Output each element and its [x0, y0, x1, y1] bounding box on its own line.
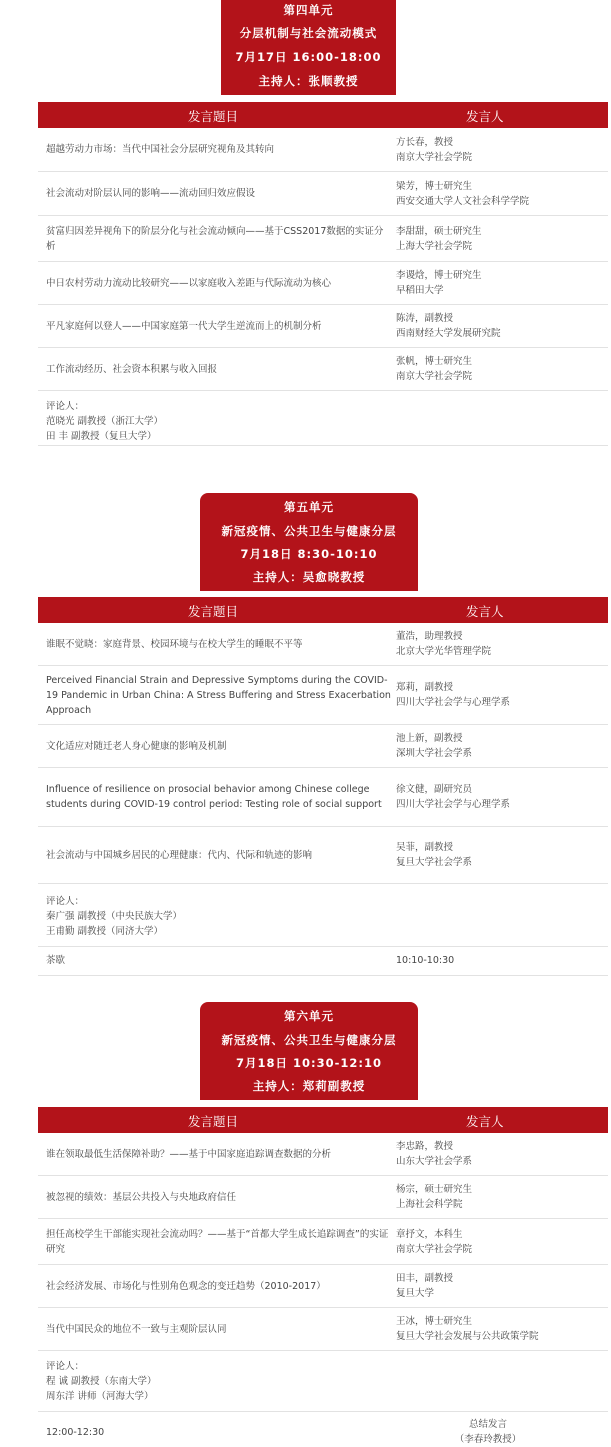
- table-row: [38, 827, 608, 884]
- divider: [38, 445, 608, 446]
- speaker-name: 李忠路，教授: [396, 1141, 454, 1152]
- speaker: [396, 1227, 606, 1257]
- unit6-time: 7月18日 10:30-12:10: [236, 1056, 382, 1070]
- commenter: 周东洋 讲师（河海大学）: [46, 1391, 154, 1402]
- talk-topic: 谁眠不觉晓：家庭背景、校园环境与在校大学生的睡眠不平等: [46, 639, 303, 650]
- talk-topic: 当代中国民众的地位不一致与主观阶层认同: [46, 1324, 227, 1335]
- unit4-theme: 分层机制与社会流动模式: [239, 26, 378, 40]
- talk-topic: 贫富归因差异视角下的阶层分化与社会流动倾向——基于CSS2017数据的实证分析: [46, 226, 384, 252]
- speaker-affiliation: 北京大学光华管理学院: [396, 646, 492, 657]
- speaker-name: 董浩，助理教授: [396, 631, 463, 642]
- table-row: [38, 305, 608, 348]
- table-row: [38, 1133, 608, 1176]
- unit5-time: 7月18日 8:30-10:10: [240, 547, 378, 561]
- speaker-affiliation: 早稻田大学: [396, 285, 444, 296]
- commenter-label: 评论人：: [46, 1361, 85, 1372]
- speaker: [396, 1271, 606, 1301]
- talk-topic: 文化适应对随迁老人身心健康的影响及机制: [46, 741, 227, 752]
- unit6-host: 主持人：郑莉副教授: [252, 1079, 366, 1093]
- talk-topic: Perceived Financial Strain and Depressive Symptoms during the COVID-19 Pandemic in Urban China: A Stress Buffering and Stress Exacerbation Approach: [46, 675, 391, 716]
- speaker-name: 田丰，副教授: [396, 1273, 454, 1284]
- talk-topic: 工作流动经历、社会资本积累与收入回报: [46, 364, 218, 375]
- speaker-name: 梁芳，博士研究生: [396, 181, 473, 192]
- unit5-table-header: [38, 597, 608, 623]
- speaker: [396, 1139, 606, 1169]
- table-row: [38, 666, 608, 725]
- speaker-name: 王冰，博士研究生: [396, 1316, 473, 1327]
- speaker-name: 池上新，副教授: [396, 733, 463, 744]
- unit4-time: 7月17日 16:00-18:00: [235, 50, 382, 64]
- speaker-affiliation: 西南财经大学发展研究院: [396, 328, 501, 339]
- commenter: 程 诚 副教授（东南大学）: [46, 1376, 157, 1387]
- speaker-affiliation: 山东大学社会学系: [396, 1156, 473, 1167]
- speaker: [396, 629, 606, 659]
- speaker-affiliation: 复旦大学: [396, 1288, 435, 1299]
- speaker-affiliation: 上海社会科学院: [396, 1199, 463, 1210]
- speaker-affiliation: 上海大学社会学院: [396, 241, 473, 252]
- unit5-host: 主持人：吴愈晓教授: [252, 570, 366, 584]
- table-row: [38, 172, 608, 216]
- speaker-affiliation: 西安交通大学人文社会科学学院: [396, 196, 530, 207]
- talk-topic: Influence of resilience on prosocial behavior among Chinese college students during COVID-19 control period: Testing role of social support: [46, 784, 382, 810]
- speaker: [396, 179, 606, 209]
- speaker: [396, 731, 606, 761]
- table-row: [38, 623, 608, 666]
- speaker-name: 徐文健，副研究员: [396, 784, 473, 795]
- speaker: [396, 680, 606, 710]
- header-topic: 发言题目: [188, 109, 239, 124]
- unit6-banner: [200, 1002, 418, 1100]
- unit6-title: 第六单元: [284, 1009, 334, 1023]
- header-speaker: 发言人: [466, 604, 504, 619]
- unit4-host: 主持人：张顺教授: [258, 74, 359, 88]
- closing-person: （李春玲教授）: [454, 1434, 522, 1445]
- table-row: [38, 1176, 608, 1219]
- table-row: [38, 1265, 608, 1308]
- commenter-label: 评论人：: [46, 401, 85, 412]
- talk-topic: 社会流动与中国城乡居民的心理健康：代内、代际和轨迹的影响: [46, 850, 313, 861]
- speaker: [396, 311, 606, 341]
- speaker: [396, 1314, 606, 1344]
- speaker: [396, 268, 606, 298]
- closing-row: [38, 1412, 608, 1446]
- speaker: [396, 840, 606, 870]
- speaker-affiliation: 复旦大学社会学系: [396, 857, 473, 868]
- commenter: 范晓光 副教授（浙江大学）: [46, 416, 164, 427]
- talk-topic: 超越劳动力市场：当代中国社会分层研究视角及其转向: [46, 144, 275, 155]
- speaker-affiliation: 南京大学社会学院: [396, 371, 473, 382]
- commenter: 田 丰 副教授（复旦大学）: [46, 431, 157, 442]
- talk-topic: 中日农村劳动力流动比较研究——以家庭收入差距与代际流动为核心: [46, 278, 332, 289]
- talk-topic: 谁在领取最低生活保障补助？——基于中国家庭追踪调查数据的分析: [46, 1149, 332, 1160]
- table-row: [38, 1308, 608, 1351]
- speaker-affiliation: 深圳大学社会学系: [396, 748, 473, 759]
- talk-topic: 被忽视的绩效：基层公共投入与央地政府信任: [46, 1192, 237, 1203]
- speaker: [396, 354, 606, 384]
- tea-break-label: 茶歇: [46, 955, 66, 966]
- speaker-name: 陈涛，副教授: [396, 313, 454, 324]
- speaker-name: 李谡焓，博士研究生: [396, 270, 482, 281]
- unit6-commenters: [38, 1359, 608, 1412]
- speaker: [396, 782, 606, 812]
- unit5-commenters: [38, 894, 608, 947]
- speaker-affiliation: 复旦大学社会发展与公共政策学院: [396, 1331, 539, 1342]
- speaker-affiliation: 四川大学社会学与心理学系: [396, 697, 511, 708]
- speaker-name: 郑莉，副教授: [396, 682, 454, 693]
- unit4-commenters: [38, 399, 608, 444]
- speaker-name: 方长春，教授: [396, 137, 454, 148]
- closing-label: 总结发言: [468, 1419, 507, 1430]
- speaker: [396, 1182, 606, 1212]
- unit5-banner: [200, 493, 418, 591]
- unit4-title: 第四单元: [283, 3, 334, 17]
- speaker-affiliation: 四川大学社会学与心理学系: [396, 799, 511, 810]
- speaker-name: 李甜甜，硕士研究生: [396, 226, 482, 237]
- talk-topic: 担任高校学生干部能实现社会流动吗？——基于“首都大学生成长追踪调查”的实证研究: [46, 1229, 389, 1255]
- commenter: 王甫勤 副教授（同济大学）: [46, 926, 164, 937]
- closing-time: 12:00-12:30: [46, 1427, 105, 1438]
- talk-topic: 社会流动对阶层认同的影响——流动回归效应假设: [46, 188, 256, 199]
- tea-break-time: 10:10-10:30: [396, 955, 455, 966]
- table-row: [38, 262, 608, 305]
- header-speaker: 发言人: [466, 1114, 504, 1129]
- unit5-theme: 新冠疫情、公共卫生与健康分层: [221, 524, 397, 538]
- commenter: 秦广强 副教授（中央民族大学）: [46, 911, 183, 922]
- header-topic: 发言题目: [188, 604, 239, 619]
- table-row: [38, 348, 608, 391]
- speaker-affiliation: 南京大学社会学院: [396, 152, 473, 163]
- speaker: [396, 135, 606, 165]
- unit4-table-header: [38, 102, 608, 128]
- speaker-affiliation: 南京大学社会学院: [396, 1244, 473, 1255]
- table-row: [38, 128, 608, 172]
- unit4-banner: [221, 0, 396, 95]
- table-row: [38, 1219, 608, 1265]
- speaker-name: 章抒文，本科生: [396, 1229, 463, 1240]
- unit6-table-header: [38, 1107, 608, 1133]
- talk-topic: 平凡家庭何以登人——中国家庭第一代大学生逆流而上的机制分析: [46, 321, 322, 332]
- unit5-title: 第五单元: [284, 500, 334, 514]
- speaker-name: 张帆，博士研究生: [396, 356, 473, 367]
- talk-topic: 社会经济发展、市场化与性别角色观念的变迁趋势（2010-2017）: [46, 1281, 326, 1292]
- table-row: [38, 216, 608, 262]
- unit6-theme: 新冠疫情、公共卫生与健康分层: [221, 1033, 397, 1047]
- speaker-name: 杨宗，硕士研究生: [396, 1184, 473, 1195]
- tea-break-row: [38, 947, 608, 976]
- table-row: [38, 725, 608, 768]
- commenter-label: 评论人：: [46, 896, 85, 907]
- header-speaker: 发言人: [466, 109, 504, 124]
- table-row: [38, 768, 608, 827]
- speaker-name: 吴菲，副教授: [396, 842, 454, 853]
- header-topic: 发言题目: [188, 1114, 239, 1129]
- speaker: [396, 224, 606, 254]
